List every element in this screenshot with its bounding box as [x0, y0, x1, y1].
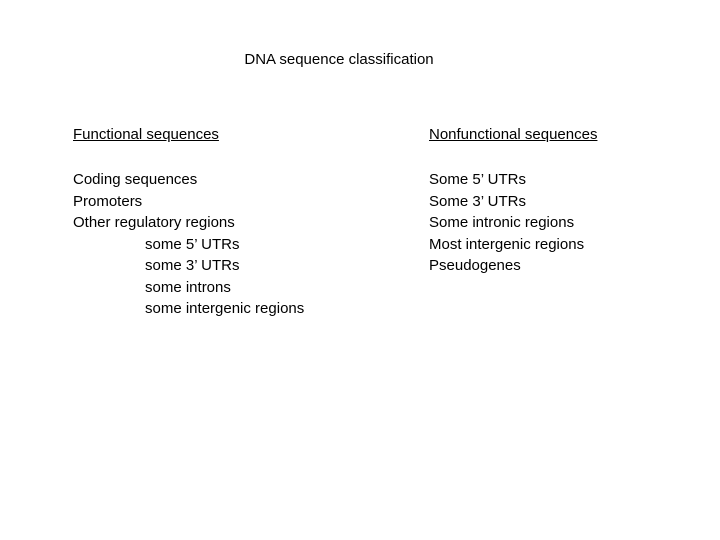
- list-item: Most intergenic regions: [429, 235, 585, 253]
- functional-heading: Functional sequences: [73, 126, 219, 143]
- list-item: Some 3’ UTRs: [429, 192, 526, 210]
- list-item: Coding sequences: [73, 171, 198, 188]
- list-item: some introns: [145, 278, 231, 296]
- functional-list: [73, 169, 393, 320]
- slide-title: DNA sequence classification: [244, 51, 434, 68]
- list-item: Some 5’ UTRs: [429, 171, 526, 188]
- list-item: Some intronic regions: [429, 214, 575, 231]
- list-item: some 3’ UTRs: [145, 257, 240, 274]
- nonfunctional-heading: Nonfunctional sequences: [429, 126, 598, 143]
- functional-column: [73, 125, 393, 320]
- list-item: Promoters: [73, 192, 143, 210]
- list-item: Other regulatory regions: [73, 214, 235, 231]
- list-item: Pseudogenes: [429, 257, 521, 274]
- nonfunctional-list: [429, 169, 709, 277]
- list-item: some 5’ UTRs: [145, 235, 240, 253]
- nonfunctional-column: [429, 125, 709, 277]
- list-item: some intergenic regions: [145, 300, 305, 317]
